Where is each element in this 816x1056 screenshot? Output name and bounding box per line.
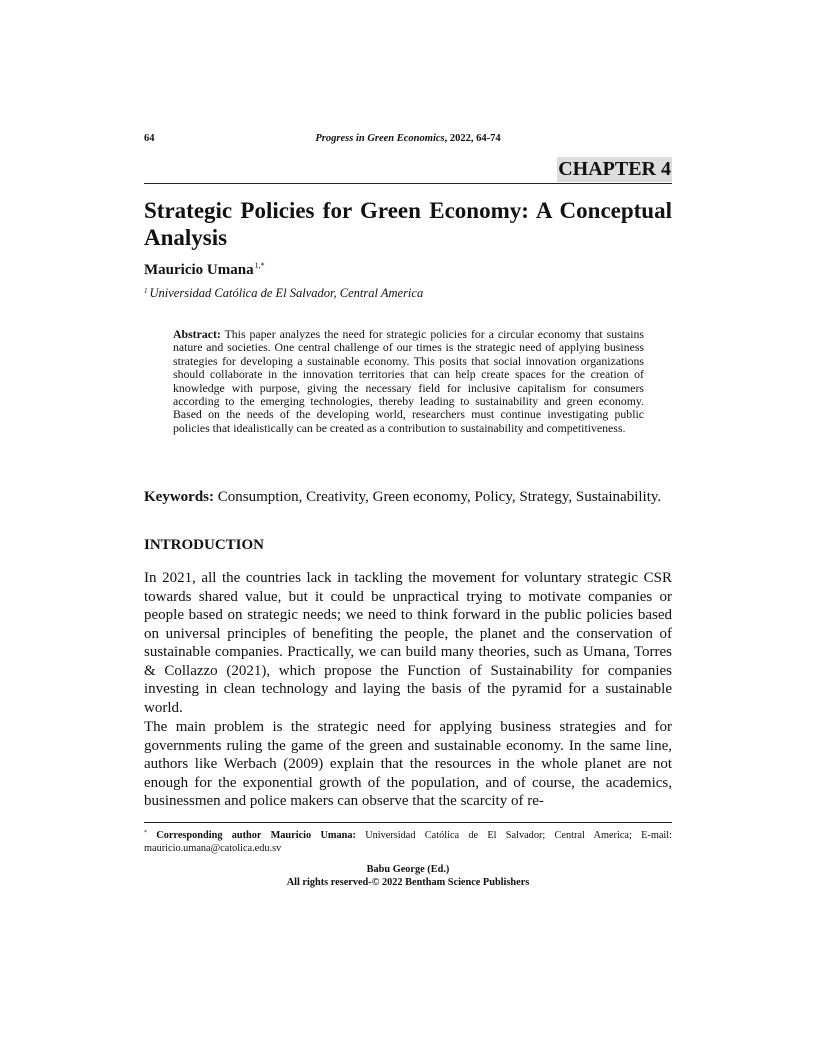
footnote-mark: *: [144, 830, 147, 836]
keywords: [144, 488, 672, 506]
journal-name: Progress in Green Economics: [315, 133, 445, 144]
keywords-text: Consumption, Creativity, Green economy, Policy, Strategy, Sustainability.: [217, 489, 662, 505]
section-heading: INTRODUCTION: [144, 537, 265, 553]
editor-credit: Babu George (Ed.): [366, 864, 450, 875]
affiliation-text: Universidad Católica de El Salvador, Central America: [149, 286, 424, 300]
footnote-label: Corresponding author Mauricio Umana:: [156, 830, 356, 841]
author-name: Mauricio Umana: [144, 262, 254, 278]
body-paragraph: In 2021, all the countries lack in tackling the movement for voluntary strategic CSR towards shared value, but it could be unpractical trying to motivate companies or people based on strategic needs; we need to think forward in the public policies based on universal principles of benefiting the people, the planet and the conservation of sustainable companies. Practically, we can build many theories, such as Umana, Torres & Collazzo (2021), which propose the Function of Sustainability for companies investing in clean technology and laying the basis of the pyramid for a sustainable world.: [144, 570, 672, 716]
body-paragraph: The main problem is the strategic need for applying business strategies and for governments ruling the game of the green and sustainable economy. In the same line, authors like Werbach (2009) explain that the resources in the whole planet are not enough for the exponential growth of the population, and of course, the academics, businessmen and police makers can observe that the scarcity of re-: [144, 719, 672, 809]
footnote-text: Universidad Católica de El Salvador; Central America; E-mail: mauricio.umana@catolica.edu.sv: [144, 830, 673, 854]
abstract: [173, 328, 644, 435]
rights-notice: All rights reserved-© 2022 Bentham Science Publishers: [286, 876, 530, 888]
publisher-credits: [144, 864, 672, 889]
keywords-label: Keywords:: [144, 489, 214, 505]
affiliation-mark: 1: [144, 287, 148, 295]
footnote-rule: [144, 822, 672, 823]
author: [144, 261, 265, 279]
article-title: Strategic Policies for Green Economy: A Conceptual Analysis: [144, 198, 672, 250]
abstract-label: Abstract:: [173, 327, 221, 341]
abstract-text: This paper analyzes the need for strategic policies for a circular economy that sustains nature and societies. One central challenge of our times is the strategic need of applying business strategies for developing a sustainable economy. This posits that social innovation organizations should collaborate in the innovation territories that can help create spaces for the creation of knowledge with purpose, giving the necessary field for inclusive capitalism for consumers according to the emerging technologies, thereby leading to sustainability and green economy. Based on the needs of the developing world, researchers must continue investigating public policies that idealistically can be created as a contribution to sustainability and competitiveness.: [173, 327, 644, 435]
page-number: 64: [144, 133, 155, 144]
journal-citation: [144, 133, 672, 144]
journal-meta: , 2022, 64-74: [444, 133, 501, 144]
footnote: [144, 827, 672, 855]
affiliation: [144, 286, 423, 301]
chapter-label: CHAPTER 4: [558, 158, 671, 180]
author-marks: 1,*: [254, 261, 265, 270]
chapter-rule: [144, 157, 672, 184]
